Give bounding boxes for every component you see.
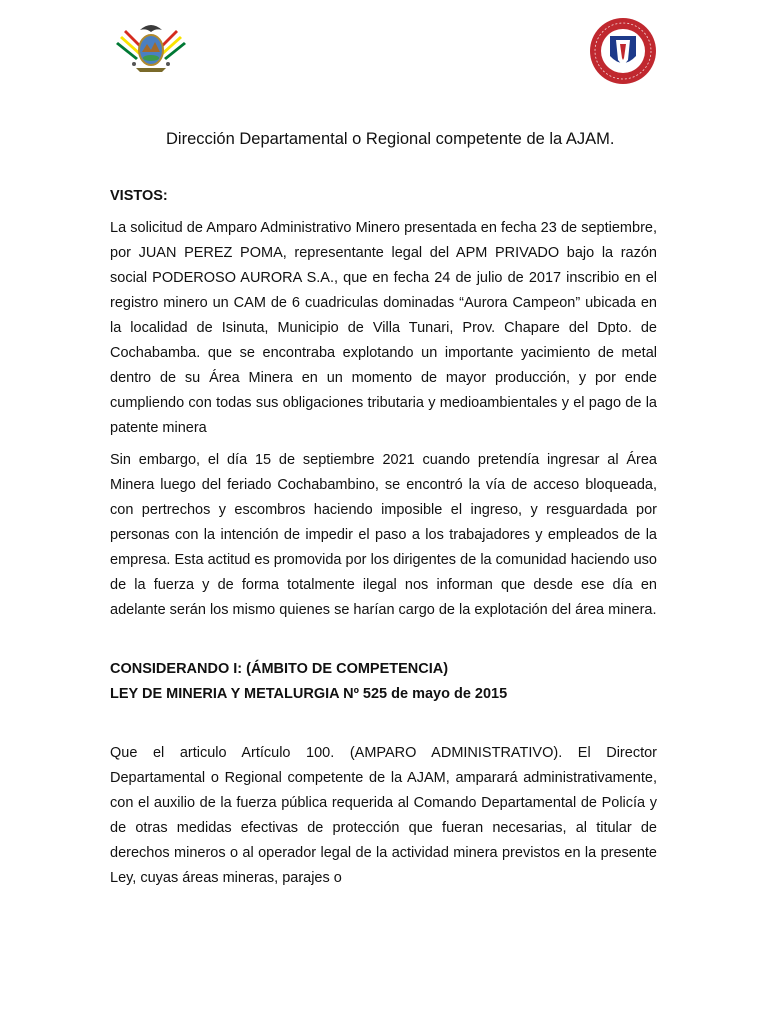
spacer	[110, 623, 657, 657]
vistos-paragraph-2: Sin embargo, el día 15 de septiembre 2021 cuando pretendía ingresar al Área Minera luego del feriado Cochabambino, se encontró la vía de acceso bloqueada, con pertrechos y escombros haciendo imposible el ingreso, y resguardada por personas con la intención de impedir el paso a los trabajadores y empleados de la empresa. Esta actitud es promovida por los dirigentes de la comunidad haciendo uso de la fuerza y de forma totalmente ilegal nos informan que desde ese día en adelante serán los mismo quienes se harían cargo de la explotación del área minera.	[110, 452, 657, 618]
spacer	[110, 209, 657, 216]
considerando-heading: CONSIDERANDO I: (ÁMBITO DE COMPETENCIA)	[110, 661, 449, 677]
ley-heading: LEY DE MINERIA Y METALURGIA Nº 525 de mayo de 2015	[110, 686, 508, 702]
spacer	[110, 441, 657, 448]
document-body	[110, 184, 657, 891]
vistos-paragraph-1: La solicitud de Amparo Administrativo Minero presentada en fecha 23 de septiembre, por JUAN PEREZ POMA, representante legal del APM PRIVADO bajo la razón social PODEROSO AURORA S.A., que en fecha 24 de julio de 2017 inscribio en el registro minero un CAM de 6 cuadriculas dominadas “Aurora Campeon” ubicada en la localidad de Isinuta, Municipio de Villa Tunari, Prov. Chapare del Dpto. de Cochabamba. que se encontraba explotando un importante yacimiento de metal dentro de su Área Minera en un momento de mayor producción, y por ende cumpliendo con todas sus obligaciones tributaria y medioambientales y el pago de la patente minera	[110, 220, 657, 436]
vistos-heading: VISTOS:	[110, 188, 168, 204]
coat-of-arms-logo	[114, 20, 188, 76]
considerando-paragraph-1: Que el articulo Artículo 100. (AMPARO ADMINISTRATIVO). El Director Departamental o Regional competente de la AJAM, amparará administrativamente, con el auxilio de la fuerza pública requerida al Comando Departamental de Policía y de otras medidas efectivas de protección que fueran necesarias, al titular de derechos mineros o al operador legal de la actividad minera previstos en la presente Ley, cuyas áreas mineras, parajes o	[110, 745, 657, 886]
university-seal-logo	[588, 16, 658, 86]
document-title: Dirección Departamental o Regional competente de la AJAM.	[166, 130, 615, 148]
spacer	[110, 707, 657, 741]
